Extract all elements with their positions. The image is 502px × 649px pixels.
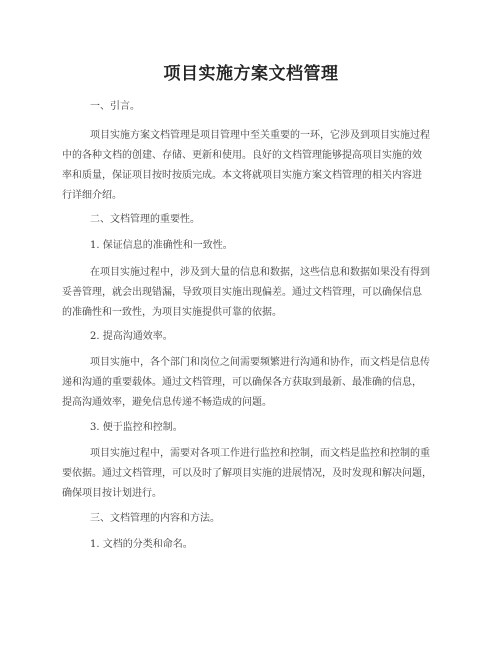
intro-paragraph [62,126,442,206]
list-item-heading: 1. 文档的分类和命名。 [90,539,193,550]
list-item-heading: 3. 便于监控和控制。 [90,422,183,433]
section-heading-content-methods: 三、文档管理的内容和方法。 [90,513,220,524]
paragraph-line: 的准确性和一致性，为项目实施提供可靠的依据。 [62,307,282,318]
item1-paragraph [62,263,442,323]
paragraph-line: 递和沟通的重要载体。通过文档管理，可以确保各方获取到最新、最准确的信息， [62,377,422,388]
item2-paragraph [62,353,442,413]
section-heading-importance: 二、文档管理的重要性。 [90,214,200,225]
paragraph-line: 项目实施方案文档管理是项目管理中至关重要的一环，它涉及到项目实施过程 [90,130,430,141]
paragraph-line: 妥善管理，就会出现错漏，导致项目实施出现偏差。通过文档管理，可以确保信息 [62,287,422,298]
paragraph-line: 提高沟通效率，避免信息传递不畅造成的问题。 [62,397,272,408]
paragraph-line: 在项目实施过程中，涉及到大量的信息和数据，这些信息和数据如果没有得到 [90,267,430,278]
paragraph-line: 项目实施中，各个部门和岗位之间需要频繁进行沟通和协作，而文档是信息传 [90,357,430,368]
paragraph-line: 率和质量，保证项目按时按质完成。本文将就项目实施方案文档管理的相关内容进 [62,170,422,181]
paragraph-line: 确保项目按计划进行。 [62,488,162,499]
paragraph-line: 行详细介绍。 [62,190,122,201]
list-item-heading: 1. 保证信息的准确性和一致性。 [90,240,233,251]
paragraph-line: 项目实施过程中，需要对各项工作进行监控和控制，而文档是监控和控制的重 [90,448,430,459]
item3-paragraph [62,444,442,504]
list-item-heading: 2. 提高沟通效率。 [90,331,173,342]
paragraph-line: 中的各种文档的创建、存储、更新和使用。良好的文档管理能够提高项目实施的效 [62,150,422,161]
document-title: 项目实施方案文档管理 [163,64,339,84]
section-heading-introduction: 一、引言。 [90,101,140,112]
paragraph-line: 要依据。通过文档管理，可以及时了解项目实施的进展情况，及时发现和解决问题， [62,468,432,479]
